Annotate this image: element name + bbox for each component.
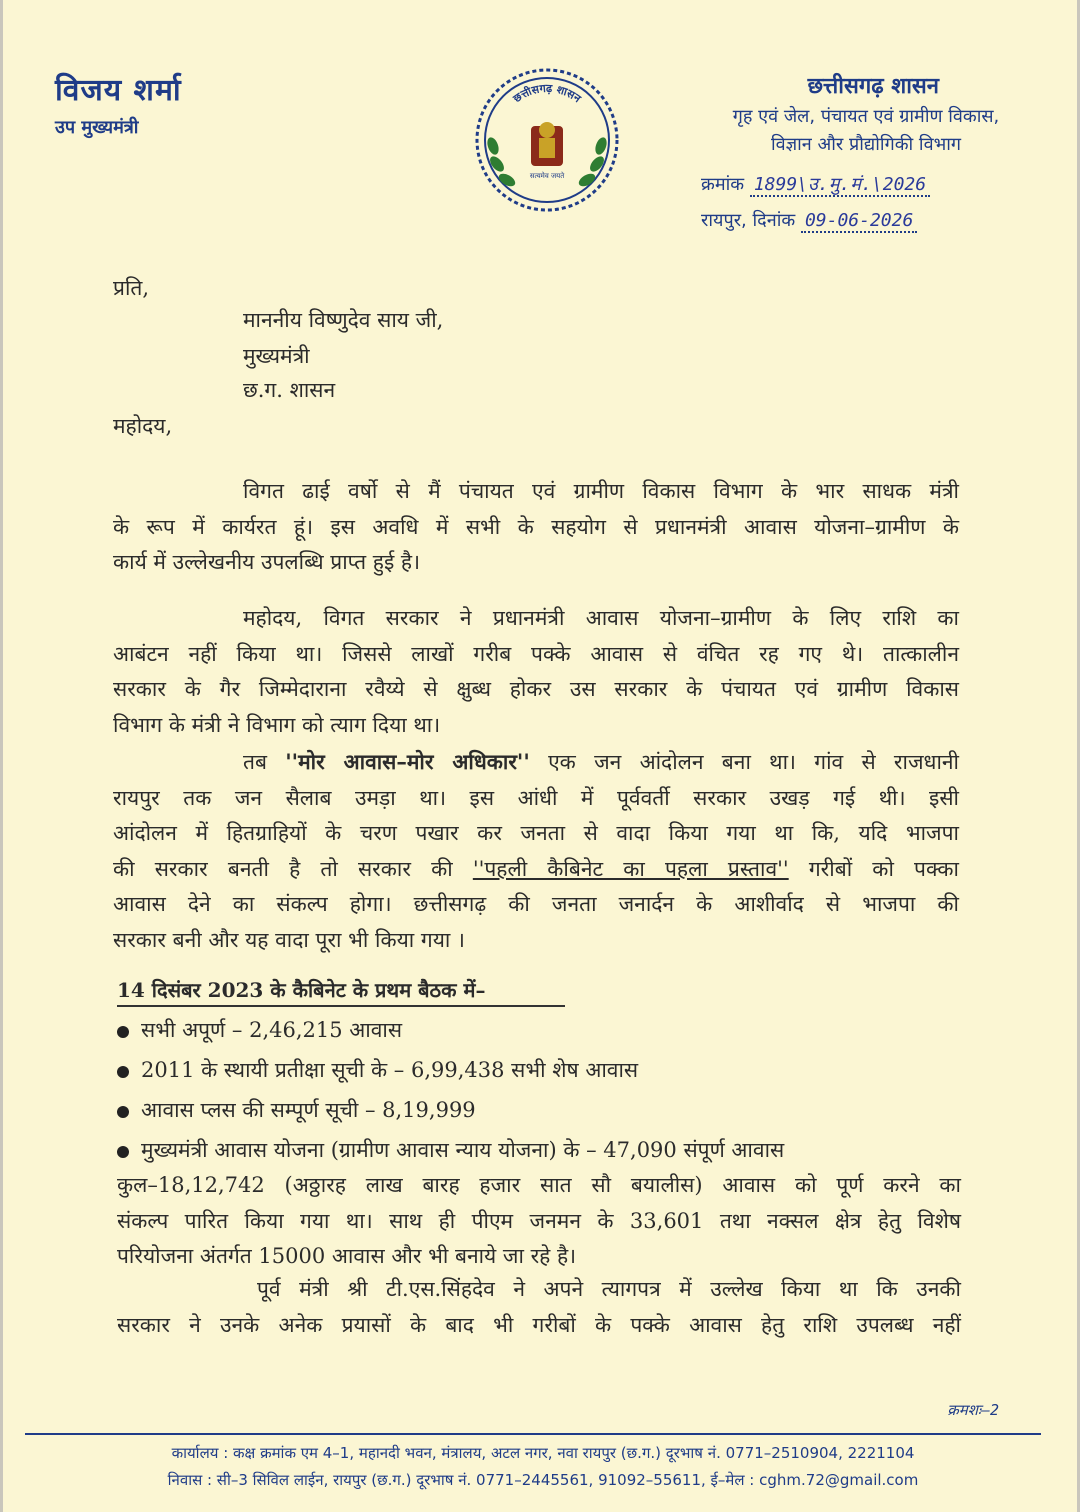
state-emblem-seal [473,66,621,214]
p3-line4-end: गरीबों को पक्का [808,856,959,881]
p3-rest: एक जन आंदोलन बना था। गांव से राजधानी [548,750,959,774]
paragraph-2-line: आबंटन नहीं किया था। जिससे लाखों गरीब पक्के आवास से वंचित रह गए थे। तात्कालीन [113,641,959,666]
list-item [117,1136,784,1164]
footer-residence-address: निवास : सी–3 सिविल लाईन, रायपुर (छ.ग.) दूरभाष नं. 0771–2445561, 91092–55611, ई–मेल : cghm.72@gmail.com [167,1471,919,1489]
sender-name: विजय शर्मा [55,73,182,108]
letter-date [701,208,917,232]
addressee-name: माननीय विष्णुदेव साय जी, [243,308,444,332]
list-item-text: आवास प्लस की सम्पूर्ण सूची – 8,19,999 [141,1098,476,1122]
emblem-motto: सत्यमेव जयते [529,172,565,180]
sender-role: उप मुख्यमंत्री [55,117,139,138]
emblem-ring-text: छत्तीसगढ़ शासन [510,81,584,106]
paragraph-5 [117,1272,961,1343]
paragraph-3-line: रायपुर तक जन सैलाब उमड़ा था। इस आंधी में पूर्ववर्ती सरकार उखड़ गई थी। इसी [113,785,959,810]
department-line-2: विज्ञान और प्रौद्योगिकी विभाग [770,134,962,155]
paragraph-3-line: आवास देने का संकल्प होगा। छत्तीसगढ़ की जनता जनार्दन के आशीर्वाद से भाजपा की [113,892,959,916]
paragraph-1-line: विगत ढाई वर्षो से मैं पंचायत एवं ग्रामीण विकास विभाग के भार साधक मंत्री [243,479,959,503]
paragraph-4 [117,1168,961,1275]
salutation: महोदय, [113,414,173,438]
department-line-1: गृह एवं जेल, पंचायत एवं ग्रामीण विकास, [732,106,1000,127]
bullet-icon [117,1106,129,1118]
paragraph-1-line: कार्य में उल्लेखनीय उपलब्धि प्राप्त हुई है। [113,550,421,574]
paragraph-1 [113,474,959,581]
gov-title: छत्तीसगढ़ शासन [807,74,939,99]
cabinet-heading: 14 दिसंबर 2023 के कैबिनेट के प्रथम बैठक में– [117,978,486,1002]
list-item-text: सभी अपूर्ण – 2,46,215 आवास [141,1018,403,1042]
paragraph-4-line: संकल्प पारित किया गया था। साथ ही पीएम जनमन के 33,601 तथा नक्सल क्षेत्र हेतु विशेष [117,1208,961,1233]
paragraph-4-line: परियोजना अंतर्गत 15000 आवास और भी बनाये जा रहे है। [117,1244,577,1268]
list-item [117,1096,476,1124]
footer-office-address: कार्यालय : कक्ष क्रमांक एम 4–1, महानदी भवन, मंत्रालय, अटल नगर, नवा रायपुर (छ.ग.) दूरभाष नं. 0771–2510904, 2221104 [171,1444,915,1462]
paragraph-2 [113,601,959,743]
paragraph-3-line: आंदोलन में हितग्राहियों के चरण पखार कर जनता से वादा किया गया था कि, यदि भाजपा [113,821,959,845]
date-value: 09-06-2026 [801,210,917,233]
reference-value: 1899\उ.मु.मं.\2026 [750,174,930,197]
paragraph-4-line: कुल–18,12,742 (अठ्ठारह लाख बारह हजार सात सौ बयालीस) आवास को पूर्ण करने का [117,1173,961,1197]
paragraph-3-line [113,852,959,888]
slogan-text: ''मोर आवास–मोर अधिकार'' [285,749,530,774]
continued-marker: क्रमशः–2 [947,1401,999,1419]
p3-line4-start: की सरकार बनती है तो सरकार की [113,856,453,881]
reference-label: क्रमांक [701,174,745,195]
bullet-icon [117,1146,129,1158]
paragraph-2-line: सरकार के गैर जिम्मेदाराना रवैय्ये से क्षुब्ध होकर उस सरकार के पंचायत एवं ग्रामीण विकास [113,677,959,701]
paragraph-3 [113,744,959,958]
list-item-text: मुख्यमंत्री आवास योजना (ग्रामीण आवास न्याय योजना) के – 47,090 संपूर्ण आवास [141,1138,785,1162]
paragraph-3-line: सरकार बनी और यह वादा पूरा भी किया गया । [113,927,465,952]
heading-underline [117,1005,565,1007]
paragraph-2-line: विभाग के मंत्री ने विभाग को त्याग दिया था। [113,712,441,737]
date-label: रायपुर, दिनांक [701,210,796,231]
reference-number [701,172,930,196]
list-item-text: 2011 के स्थायी प्रतीक्षा सूची के – 6,99,438 सभी शेष आवास [141,1058,639,1082]
bullet-icon [117,1026,129,1038]
paragraph-3-line [113,744,959,781]
first-cabinet-proposal: ''पहली कैबिनेट का पहला प्रस्ताव'' [472,856,789,881]
addressee-office: छ.ग. शासन [243,378,336,402]
paragraph-2-line: महोदय, विगत सरकार ने प्रधानमंत्री आवास योजना–ग्रामीण के लिए राशि का [243,606,959,630]
paragraph-5-line: सरकार ने उनके अनेक प्रयासों के बाद भी गरीबों के पक्के आवास हेतु राशि उपलब्ध नहीं [117,1312,961,1337]
paragraph-1-line: के रूप में कार्यरत हूं। इस अवधि में सभी के सहयोग से प्रधानमंत्री आवास योजना–ग्रामीण के [113,514,959,539]
bullet-icon [117,1066,129,1078]
paragraph-5-line: पूर्व मंत्री श्री टी.एस.सिंहदेव ने अपने त्यागपत्र में उल्लेख किया था कि उनकी [257,1277,961,1301]
list-item [117,1056,638,1084]
list-item [117,1016,402,1044]
address-to: प्रति, [113,276,150,300]
addressee-designation: मुख्यमंत्री [243,344,310,368]
footer-divider [25,1433,1041,1435]
p3-start: तब [243,750,267,774]
